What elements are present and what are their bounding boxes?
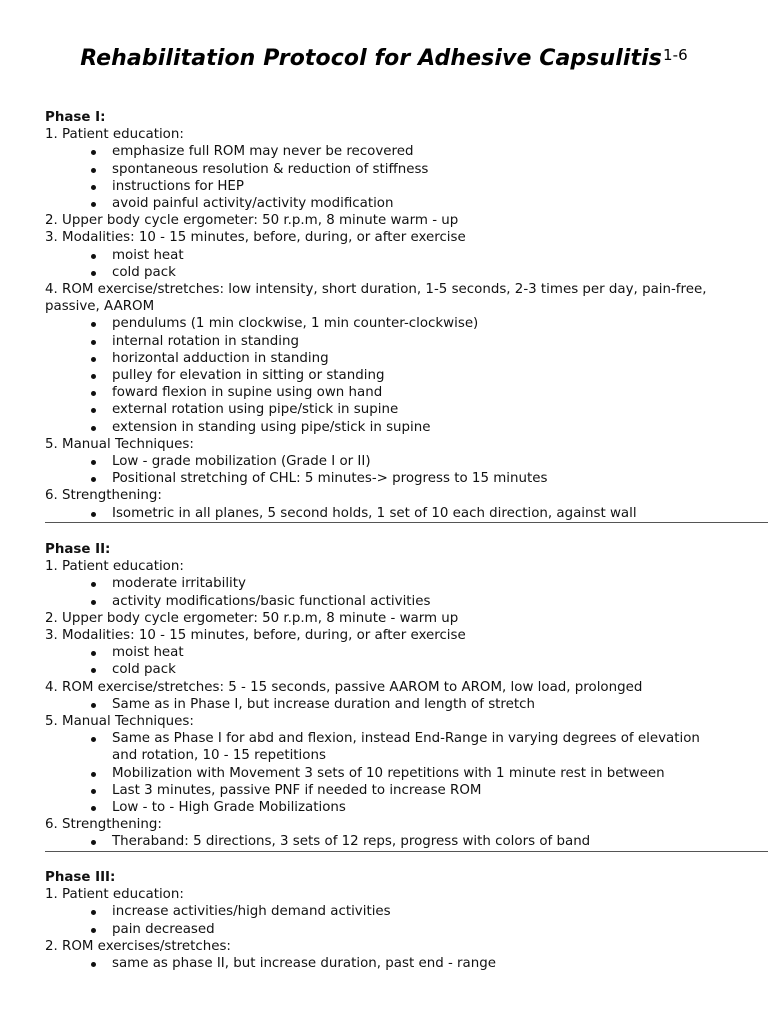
bullet-text: spontaneous resolution & reduction of stiffness [112, 161, 429, 177]
bullet-text: Low - to - High Grade Mobilizations [112, 800, 346, 816]
bullet-icon [91, 340, 96, 345]
bullet-text: external rotation using pipe/stick in supine [112, 402, 399, 418]
bullet-icon [91, 408, 96, 413]
bullet-icon [91, 910, 96, 915]
bullet-item [112, 505, 768, 522]
phase-heading: Phase II: [45, 542, 111, 557]
bullet-text: internal rotation in standing [112, 333, 299, 349]
bullet-icon [91, 806, 96, 811]
bullet-text: Low - grade mobilization (Grade I or II) [112, 454, 371, 470]
bullet-item [112, 143, 768, 160]
bullet-item [112, 921, 768, 938]
bullet-text: Positional stretching of CHL: 5 minutes-> progress to 15 minutes [112, 471, 548, 487]
bullet-item [112, 161, 768, 178]
bullet-icon [91, 322, 96, 327]
bullet-icon [91, 357, 96, 362]
document-title [0, 46, 768, 71]
numbered-item: 2. Upper body cycle ergometer: 50 r.p.m, 8 minute warm - up [45, 213, 459, 229]
bullet-icon [91, 185, 96, 190]
bullet-text: Mobilization with Movement 3 sets of 10 repetitions with 1 minute rest in between [112, 765, 665, 781]
bullet-item [112, 833, 768, 850]
bullet-list [0, 505, 768, 522]
bullet-item [112, 782, 768, 799]
numbered-item: 4. ROM exercise/stretches: 5 - 15 seconds, passive AAROM to AROM, low load, prolonged [45, 679, 643, 695]
bullet-item [112, 730, 768, 764]
bullet-text: moderate irritability [112, 576, 246, 592]
bullet-text: moist heat [112, 247, 184, 263]
bullet-icon [91, 737, 96, 742]
bullet-text: avoid painful activity/activity modification [112, 196, 394, 211]
phase-heading: Phase I: [45, 110, 106, 125]
numbered-item: 3. Modalities: 10 - 15 minutes, before, during, or after exercise [45, 230, 466, 246]
title-superscript: 1-6 [662, 46, 688, 64]
bullet-icon [91, 391, 96, 396]
numbered-item: 3. Modalities: 10 - 15 minutes, before, during, or after exercise [45, 628, 466, 643]
bullet-text: activity modifications/basic functional activities [112, 593, 431, 609]
numbered-item: 5. Manual Techniques: [45, 436, 194, 452]
bullet-item [112, 765, 768, 782]
bullet-text: extension in standing using pipe/stick in supine [112, 419, 431, 435]
bullet-text: pulley for elevation in sitting or standing [112, 368, 385, 384]
bullet-item [112, 315, 768, 332]
bullet-list [0, 730, 768, 816]
bullet-icon [91, 150, 96, 155]
bullet-list [0, 315, 768, 435]
bullet-item [112, 384, 768, 401]
bullet-text: Last 3 minutes, passive PNF if needed to increase ROM [112, 782, 482, 798]
bullet-icon [91, 271, 96, 276]
bullet-icon [91, 582, 96, 587]
bullet-item [112, 264, 768, 281]
bullet-item [112, 195, 768, 212]
bullet-icon [91, 789, 96, 794]
bullet-list [0, 453, 768, 487]
phase-heading: Phase III: [45, 870, 116, 885]
bullet-text: Theraband: 5 directions, 3 sets of 12 reps, progress with colors of band [112, 834, 591, 850]
bullet-item [112, 367, 768, 384]
bullet-list [0, 575, 768, 609]
bullet-list [0, 143, 768, 212]
phase-divider [45, 851, 768, 852]
bullet-text: horizontal adduction in standing [112, 350, 329, 366]
bullet-list [0, 644, 768, 678]
title-text: Rehabilitation Protocol for Adhesive Capsulitis [80, 46, 662, 71]
bullet-list [0, 696, 768, 713]
bullet-text: increase activities/high demand activities [112, 904, 391, 920]
bullet-icon [91, 840, 96, 845]
bullet-text: pendulums (1 min clockwise, 1 min counter-clockwise) [112, 316, 479, 332]
bullet-icon [91, 168, 96, 173]
numbered-item: 5. Manual Techniques: [45, 714, 194, 730]
bullet-item [112, 350, 768, 367]
numbered-item: 2. Upper body cycle ergometer: 50 r.p.m, 8 minute - warm up [45, 610, 459, 626]
bullet-icon [91, 202, 96, 207]
bullet-icon [91, 928, 96, 933]
bullet-text: Isometric in all planes, 5 second holds, 1 set of 10 each direction, against wall [112, 505, 637, 521]
phase-1-section [0, 109, 768, 522]
bullet-item [112, 333, 768, 350]
bullet-text: emphasize full ROM may never be recovered [112, 144, 414, 160]
numbered-item: 6. Strengthening: [45, 817, 162, 833]
bullet-item [112, 696, 768, 713]
numbered-item: 6. Strengthening: [45, 488, 162, 504]
bullet-item [112, 955, 768, 972]
bullet-text: foward flexion in supine using own hand [112, 385, 383, 401]
bullet-text: cold pack [112, 264, 176, 280]
bullet-icon [91, 512, 96, 517]
bullet-list [0, 833, 768, 850]
bullet-text: Same as in Phase I, but increase duration and length of stretch [112, 696, 535, 712]
bullet-icon [91, 254, 96, 259]
numbered-item: 4. ROM exercise/stretches: low intensity, short duration, 1-5 seconds, 2-3 times per day, pain-free, passive, AAROM [45, 282, 707, 315]
bullet-text: Same as Phase I for abd and flexion, instead End-Range in varying degrees of elevation and rotation, 10 - 15 repetitions [112, 731, 700, 764]
bullet-icon [91, 668, 96, 673]
bullet-icon [91, 374, 96, 379]
bullet-item [112, 247, 768, 264]
bullet-text: cold pack [112, 662, 176, 678]
bullet-icon [91, 651, 96, 656]
bullet-item [112, 401, 768, 418]
bullet-icon [91, 600, 96, 605]
bullet-item [112, 593, 768, 610]
bullet-item [112, 453, 768, 470]
bullet-item [112, 178, 768, 195]
bullet-text: moist heat [112, 645, 184, 661]
bullet-item [112, 575, 768, 592]
bullet-icon [91, 703, 96, 708]
phase-3-section [0, 869, 768, 972]
bullet-text: pain decreased [112, 921, 215, 937]
bullet-item [112, 799, 768, 816]
phase-2-section [0, 541, 768, 851]
bullet-list [0, 247, 768, 281]
bullet-item [112, 903, 768, 920]
bullet-icon [91, 477, 96, 482]
bullet-item [112, 419, 768, 436]
numbered-item: 2. ROM exercises/stretches: [45, 938, 231, 954]
bullet-icon [91, 426, 96, 431]
bullet-text: instructions for HEP [112, 178, 244, 194]
bullet-list [0, 955, 768, 972]
bullet-icon [91, 460, 96, 465]
bullet-item [112, 661, 768, 678]
bullet-list [0, 903, 768, 937]
numbered-item: 1. Patient education: [45, 887, 184, 903]
numbered-item: 1. Patient education: [45, 127, 184, 143]
bullet-text: same as phase II, but increase duration, past end - range [112, 956, 496, 971]
phase-divider [45, 522, 768, 523]
bullet-icon [91, 772, 96, 777]
bullet-item [112, 470, 768, 487]
bullet-icon [91, 962, 96, 967]
numbered-item: 1. Patient education: [45, 559, 184, 575]
bullet-item [112, 644, 768, 661]
